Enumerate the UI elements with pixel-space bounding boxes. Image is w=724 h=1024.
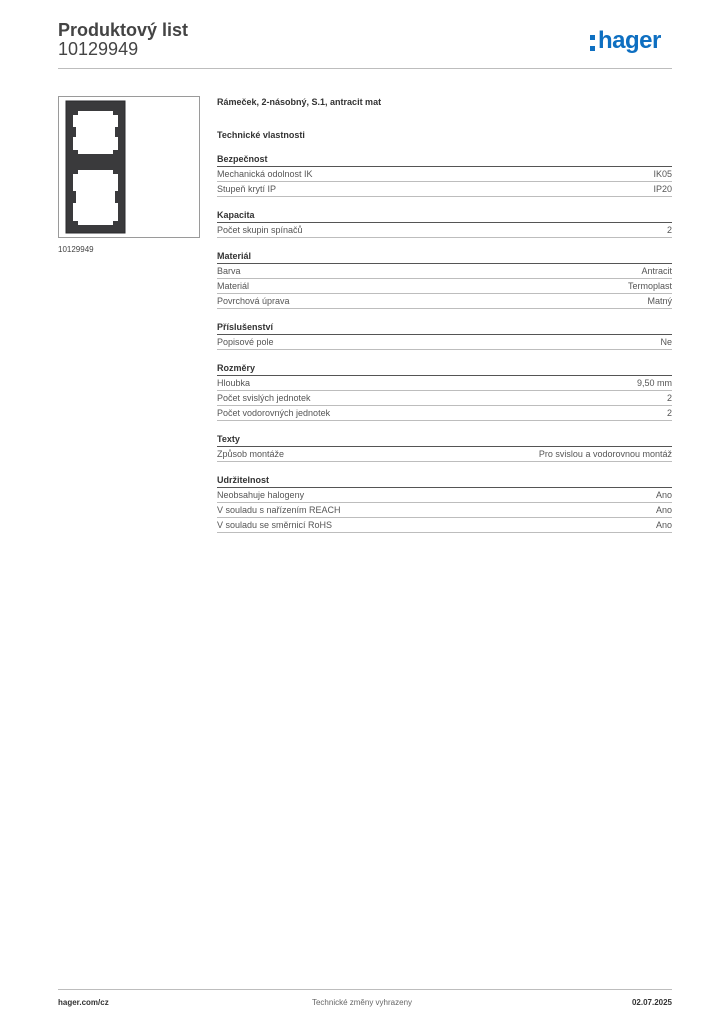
spec-label: Hloubka [217, 378, 251, 388]
spec-label: V souladu s nařízením REACH [217, 505, 341, 515]
spec-section [217, 250, 672, 309]
spec-value: 2 [666, 225, 672, 235]
section-title: Kapacita [217, 209, 672, 223]
spec-row [217, 335, 672, 350]
spec-value: Ano [655, 490, 672, 500]
spec-label: Popisové pole [217, 337, 274, 347]
spec-label: Počet vodorovných jednotek [217, 408, 331, 418]
footer-notice: Technické změny vyhrazeny [311, 998, 413, 1007]
section-title: Příslušenství [217, 321, 672, 335]
spec-value: IP20 [653, 184, 672, 194]
spec-row [217, 406, 672, 421]
spec-row [217, 264, 672, 279]
spec-label: Neobsahuje halogeny [217, 490, 305, 500]
spec-value: 9,50 mm [636, 378, 672, 388]
footer-website[interactable]: hager.com/cz [58, 998, 109, 1007]
spec-value: Ano [655, 520, 672, 530]
section-title: Bezpečnost [217, 153, 672, 167]
spec-value: IK05 [653, 169, 672, 179]
spec-row [217, 391, 672, 406]
spec-value: Pro svislou a vodorovnou montáž [538, 449, 672, 459]
spec-section [217, 433, 672, 462]
spec-row [217, 223, 672, 238]
logo-colon-icon [590, 35, 596, 51]
spec-row [217, 376, 672, 391]
spec-row [217, 518, 672, 533]
spec-label: Mechanická odolnost IK [217, 169, 313, 179]
spec-value: Matný [647, 296, 672, 306]
spec-row [217, 503, 672, 518]
spec-label: Počet skupin spínačů [217, 225, 303, 235]
spec-section [217, 362, 672, 421]
spec-value: 2 [666, 408, 672, 418]
spec-sections [217, 153, 672, 533]
spec-label: Způsob montáže [217, 449, 285, 459]
product-name: Rámeček, 2-násobný, S.1, antracit mat [217, 97, 382, 107]
spec-value: Ano [655, 505, 672, 515]
spec-value: Antracit [641, 266, 672, 276]
spec-value: Termoplast [627, 281, 672, 291]
spec-row [217, 167, 672, 182]
double-frame-icon [59, 97, 199, 237]
spec-value: 2 [666, 393, 672, 403]
spec-section [217, 209, 672, 238]
spec-label: Povrchová úprava [217, 296, 290, 306]
product-code: 10129949 [58, 39, 139, 59]
footer-divider [58, 989, 672, 990]
section-title: Rozměry [217, 362, 672, 376]
section-title: Materiál [217, 250, 672, 264]
spec-section [217, 321, 672, 350]
spec-label: Barva [217, 266, 241, 276]
tech-heading: Technické vlastnosti [217, 130, 305, 140]
image-caption: 10129949 [58, 245, 94, 254]
spec-value: Ne [660, 337, 672, 347]
hager-logo [590, 26, 661, 56]
spec-label: Počet svislých jednotek [217, 393, 311, 403]
spec-section [217, 474, 672, 533]
page-title: Produktový list [58, 20, 189, 40]
logo-text: hager [598, 27, 661, 54]
footer-date: 02.07.2025 [631, 998, 672, 1007]
spec-label: Stupeň krytí IP [217, 184, 277, 194]
spec-row [217, 279, 672, 294]
section-title: Texty [217, 433, 672, 447]
spec-label: Materiál [217, 281, 250, 291]
header-divider [58, 68, 672, 69]
spec-panel [217, 96, 672, 533]
spec-section [217, 153, 672, 197]
spec-row [217, 182, 672, 197]
spec-row [217, 447, 672, 462]
product-image [58, 96, 200, 238]
section-title: Udržitelnost [217, 474, 672, 488]
spec-label: V souladu se směrnicí RoHS [217, 520, 333, 530]
spec-row [217, 488, 672, 503]
spec-row [217, 294, 672, 309]
